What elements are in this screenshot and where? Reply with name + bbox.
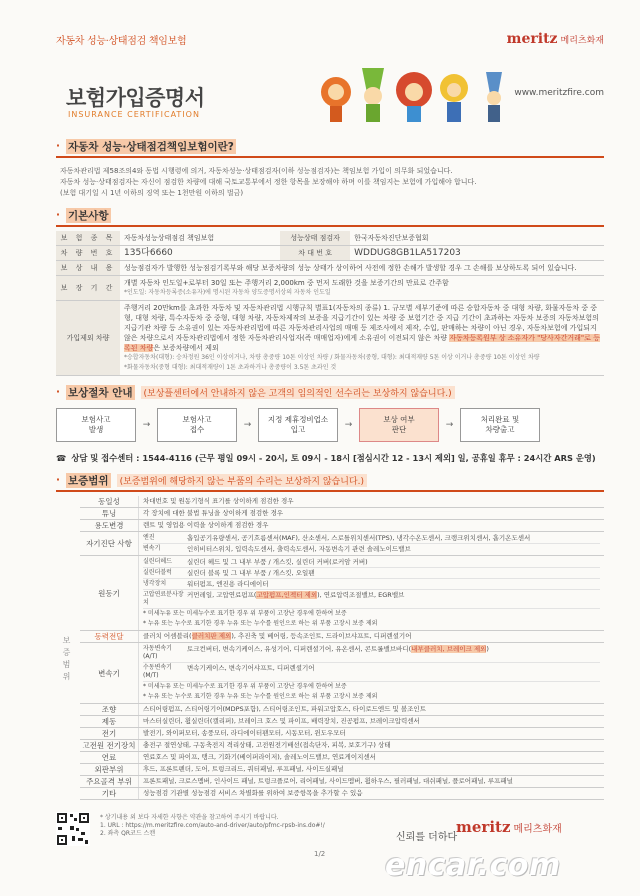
coverage-row: 조향 스티어링펌프, 스티어링기어(MDPS포함), 스티어링조인트, 파워고압호스, 타이로드엔드 및 볼조인트 — [80, 704, 604, 716]
watermark: encar.com — [385, 848, 561, 883]
arrow-icon: → — [445, 420, 454, 430]
bullet-icon: · — [56, 140, 60, 152]
section-coverage-scope — [56, 472, 604, 488]
divider — [56, 225, 604, 227]
section-title: 자동차 성능·상태점검책임보험이란? — [68, 140, 234, 153]
page-number: 1/2 — [314, 850, 326, 858]
coverage-row: 외판부위 후드, 프론트펜더, 도어, 트렁크리드, 쿼터패널, 루프패널, 사이드실패널 — [80, 764, 604, 776]
vehicle-number: 135다6660 — [120, 246, 280, 261]
inspector-value: 한국자동차진단보증협회 — [350, 231, 604, 246]
phone-icon: ☎ — [56, 453, 67, 463]
coverage-row-self-diagnosis: 자기진단 사항 엔진 흡입공기유량센서, 공기흐름센서(MAF), 산소센서, 스로틀위치센서(TPS), 냉각수온도센서, 크랭크위치센서, 흡기온도센서 변속기 인히비터스위치, 입력속도센서, 출력속도센서, 자동변속기 관련 솔레노이드밸브 — [80, 532, 604, 556]
meritz-logo — [507, 31, 604, 47]
divider — [56, 490, 604, 492]
section-note: (보상플센터에서 안내하지 않은 고객의 임의적인 선수리는 보상하지 않습니다.) — [141, 386, 455, 399]
arrow-icon: → — [243, 420, 252, 430]
coverage-row: 동일성 차대번호 및 원동기형식 표기를 상이하게 점검한 경우 — [80, 496, 604, 508]
bullet-icon: · — [56, 386, 60, 398]
section-claim-procedure — [56, 384, 604, 400]
basic-info-table: 보 험 종 목 자동차성능상태점검 책임보험 성능상태 점검자 한국자동차진단보증협회 차 량 번 호 135다6660 차 대 번 호 WDDUG8GB1LA517203 보 상 내 용 성능점검자가 발행한 성능점검기록부와 해당 보증차량의 성능 상태가 상이하여 사전에 정한 손해가 발생할 경우 그 손해를 보상하도록 되어 있습니다. 보 장 기 간 개별 자동차 인도일+로부터 30일 또는 주행거리 2,000km 중 먼저 도래한 것을 보증기간의 만료로 간주함 *인도일: 자동차등록증(소유자)에 명시된 자동차 양도증명서상의 자동차 인도일 가입제외 차량 주행거리 20만km를 초과한 자동차 및 자동차관리법 시행규칙 별표1(자동차의 종류) 1. 규모별 세부기준에 따른 승합자동차 중 대형 차량, 화물자동차 중 중형, 대형 차량, 특수자동차 중 중형, 대형 차량, 자동차제작의 보증을 지급기간이 있는 차량 중 보험기간 중 지급 기간이 초과하는 자동차 보증의 자동차보험의 지급기관 차량 등 소유권이 있는 자동차관리법에 따른 자동차관리사업의 매매 등 제조사에서 제작, 수입, 판매하는 차량이 아닌 경우, 자동차보험에 가입되지 않은 차량으로서 자동차관리법에서 정한 자동차관리사업자(즉 매매업자)에게 소유권이 이전되지 않은 차량 자동차등록원부 상 소유자가 "당사자간거래"로 등록된 차량은 보증차량에서 제외 *승합자동차(대형): 승차정원 36인 이상이거나, 차량 총중량 10톤 이상인 차량 / 화물자동차(중형, 대형): 최대적재량 5톤 이상 이거나 총중량 10톤 이상인 차량 *화물자동차(중형 대형): 최대적재량이 1톤 초과하거나 총중량이 3.5톤 초과인 것 — [56, 231, 604, 376]
coverage-row-engine: 원동기 실린더헤드 실린더 헤드 및 그 내부 부품 / 개스킷, 실린더 커버(로커암 커버) 실린더블럭 실린더 블록 및 그 내부 부품 / 개스킷, 오일팬 냉각장치 워터펌프, 엔진용 라디에이터 고압연료분사장치 커먼레일, 고압연료펌프(고압펌프,인젝터 제외), 연료압력조절밸브, EGR밸브 * 미세누유 또는 미세누수로 표기한 경우 위 부품이 고장난 경우에 한하여 보증 * 누유 또는 누수로 표기한 경우 누유 또는 누수를 원인으로 하는 위 부품 고장시 보증 제외 — [80, 556, 604, 631]
footer-notes: * 상기내용 외 보다 자세한 사항은 약관을 참고하여 주시기 바랍니다. 1. URL : https://m.meritzfire.com/auto-and-driver/auto/pfmc-rpsb-ins.do#!/ 2. 좌측 QR코드 스캔 — [100, 814, 325, 837]
coverage-row: 튜닝 각 장치에 대한 불법 튜닝을 상이하게 점검한 경우 — [80, 508, 604, 520]
page-title: 보험가입증명서 — [66, 86, 205, 110]
coverage-row: 기타 성능점검 기관별 성능점검 서비스 차별화를 위하여 보증항목을 추가할 수 있음 — [80, 788, 604, 800]
section-title: 기본사항 — [68, 209, 109, 222]
section-basic-info — [56, 207, 604, 223]
arrow-icon: → — [142, 420, 151, 430]
bullet-icon: · — [56, 474, 60, 486]
mascot-illustration — [314, 58, 514, 128]
coverage-row: 전기 발전기, 와이퍼모터, 송풍모터, 라디에이터팬모터, 시동모터, 윈도우모터 — [80, 728, 604, 740]
logo-sub: 메리츠화재 — [560, 36, 604, 46]
coverage-row-transmission: 변속기 자동변속기 (A/T) 토크컨버터, 변속기케이스, 유성기어, 디퍼렌셜기어, 유온센서, 콘트롤밸브바디(내부클러치, 브레이크 제외) 수동변속기 (M/T) 변속기케이스, 변속기어샤프트, 디퍼렌셜기어 * 미세누유 또는 미세누수로 표기한 경우 위 부품이 고장난 경우에 한하여 보증 * 누유 또는 누수로 표기한 경우 누유 또는 누수를 원인으로 하는 위 부품 고장시 보증 제외 — [80, 643, 604, 704]
coverage-side-label: 보증범위 — [62, 636, 71, 684]
top-label: 자동차 성능·상태점검 책임보험 — [56, 35, 187, 47]
step-judgement: 보상 여부 판단 — [359, 408, 439, 442]
coverage-row-power: 동력전달 클러치 어셈블리(클러치판 제외), 추진축 및 베어링, 등속조인트, 드라이브샤프트, 디퍼렌셜기어 — [80, 631, 604, 643]
step-accident: 보험사고 발생 — [56, 408, 136, 442]
bullet-icon: · — [56, 209, 60, 221]
website-url[interactable]: www.meritzfire.com — [514, 88, 604, 98]
contact-center — [56, 452, 604, 464]
coverage-table — [56, 496, 604, 800]
footer-logo: meritz 메리츠화재 — [456, 818, 562, 836]
top-row — [56, 30, 604, 48]
section-insurance-intro — [56, 138, 604, 154]
page-subtitle: INSURANCE CERTIFICATION — [68, 110, 200, 119]
slogan: 신뢰를 더하다 — [396, 832, 458, 843]
excluded-value: 주행거리 20만km를 초과한 자동차 및 자동차관리법 시행규칙 별표1(자동차의 종류) 1. 규모별 세부기준에 따른 승합자동차 중 대형 차량, 화물자동차 중 중형, 대형 차량, 특수자동차 중 중형, 대형 차량, 자동차제작의 보증을 지급기간이 있는 차량 중 보험기간 중 지급 기간이 초과하는 자동차 보증의 자동차보험의 지급기관 차량 등 소유권이 있는 자동차관리법에 따른 자동차관리사업의 매매 등 제조사에서 제작, 수입, 판매하는 차량이 아닌 경우, 자동차보험에 가입되지 않은 차량으로서 자동차관리법에서 정한 자동차관리사업자(즉 매매업자)에게 소유권이 이전되지 않은 차량 자동차등록원부 상 소유자가 "당사자간거래"로 등록된 차량은 보증차량에서 제외 *승합자동차(대형): 승차정원 36인 이상이거나, 차량 총중량 10톤 이상인 차량 / 화물자동차(중형, 대형): 최대적재량 5톤 이상 이거나 총중량 10톤 이상인 차량 *화물자동차(중형 대형): 최대적재량이 1톤 초과하거나 총중량이 3.5톤 초과인 것 — [120, 301, 604, 376]
coverage-row: 연료 연료호스 및 파이프, 탱크, 기화기(베이퍼라이저), 솔레노이드밸브, 연료게이지센서 — [80, 752, 604, 764]
hero-banner — [56, 52, 604, 130]
step-complete: 처리완료 및 차량출고 — [460, 408, 540, 442]
coverage-row: 고전원 전기장치 충전구 절연상태, 구동축전지 격리상태, 고전원전기배선(접속단자, 피복, 보호기구) 상태 — [80, 740, 604, 752]
arrow-icon: → — [344, 420, 353, 430]
divider — [56, 156, 604, 158]
step-report: 보험사고 접수 — [157, 408, 237, 442]
qr-code-icon[interactable] — [56, 812, 90, 846]
coverage-row: 주요골격 부위 프론트패널, 크로스멤버, 인사이드 패널, 트렁크플로어, 리어패널, 사이드멤버, 휠하우스, 필러패널, 대쉬패널, 플로어패널, 루프패널 — [80, 776, 604, 788]
intro-text: 자동차관리법 제58조의4와 동법 시행령에 의거, 자동차성능·상태점검자(이하 성능점검자)는 책임보험 가입이 의무화 되었습니다. 자동차 성능·상태점검자는 자신이 점검한 차량에 대해 국토교통부에서 정한 항목을 보장해야 하며 이를 책임지는 보험에 가입해야 합니다. (보험 대기일 시 1년 이하의 징역 또는 1천만원 이하의 벌금) — [60, 167, 477, 197]
coverage-row: 제동 마스터실린더, 휠실린더(캘리퍼), 브레이크 호스 및 파이프, 배력장치, 진공펌프, 브레이크압력센서 — [80, 716, 604, 728]
logo-brand: meritz — [506, 31, 558, 47]
contact-text[interactable]: 상담 및 접수센터 : 1544-4116 (근무 평일 09시 - 20시, 토 09시 - 18시 [점심시간 12 - 13시 제외] 일, 공휴일 휴무 : 24시간 ARS 운영) — [71, 453, 596, 463]
vin-number: WDDUG8GB1LA517203 — [350, 246, 604, 261]
coverage-row: 용도변경 렌트 및 영업용 이력을 상이하게 점검한 경우 — [80, 520, 604, 532]
period-value: 개별 자동차 인도일+로부터 30일 또는 주행거리 2,000km 중 먼저 도래한 것을 보증기간의 만료로 간주함 *인도일: 자동차등록증(소유자)에 명시된 자동차 양도증명서상의 자동차 인도일 — [120, 276, 604, 301]
step-repair-shop: 지정 제휴정비업소 입고 — [258, 408, 338, 442]
coverage-value: 성능점검자가 발행한 성능점검기록부와 해당 보증차량의 성능 상태가 상이하여 사전에 정한 손해가 발생할 경우 그 손해를 보상하도록 되어 있습니다. — [120, 261, 604, 276]
mascot-blue — [486, 72, 502, 94]
section-title: 보상절차 안내 — [68, 386, 133, 399]
section-note: (보증범위에 해당하지 않는 부품의 수리는 보상하지 않습니다.) — [117, 474, 367, 487]
claim-flow — [56, 408, 604, 442]
section-title: 보증범위 — [68, 474, 109, 487]
product-value: 자동차성능상태점검 책임보험 — [120, 231, 280, 246]
